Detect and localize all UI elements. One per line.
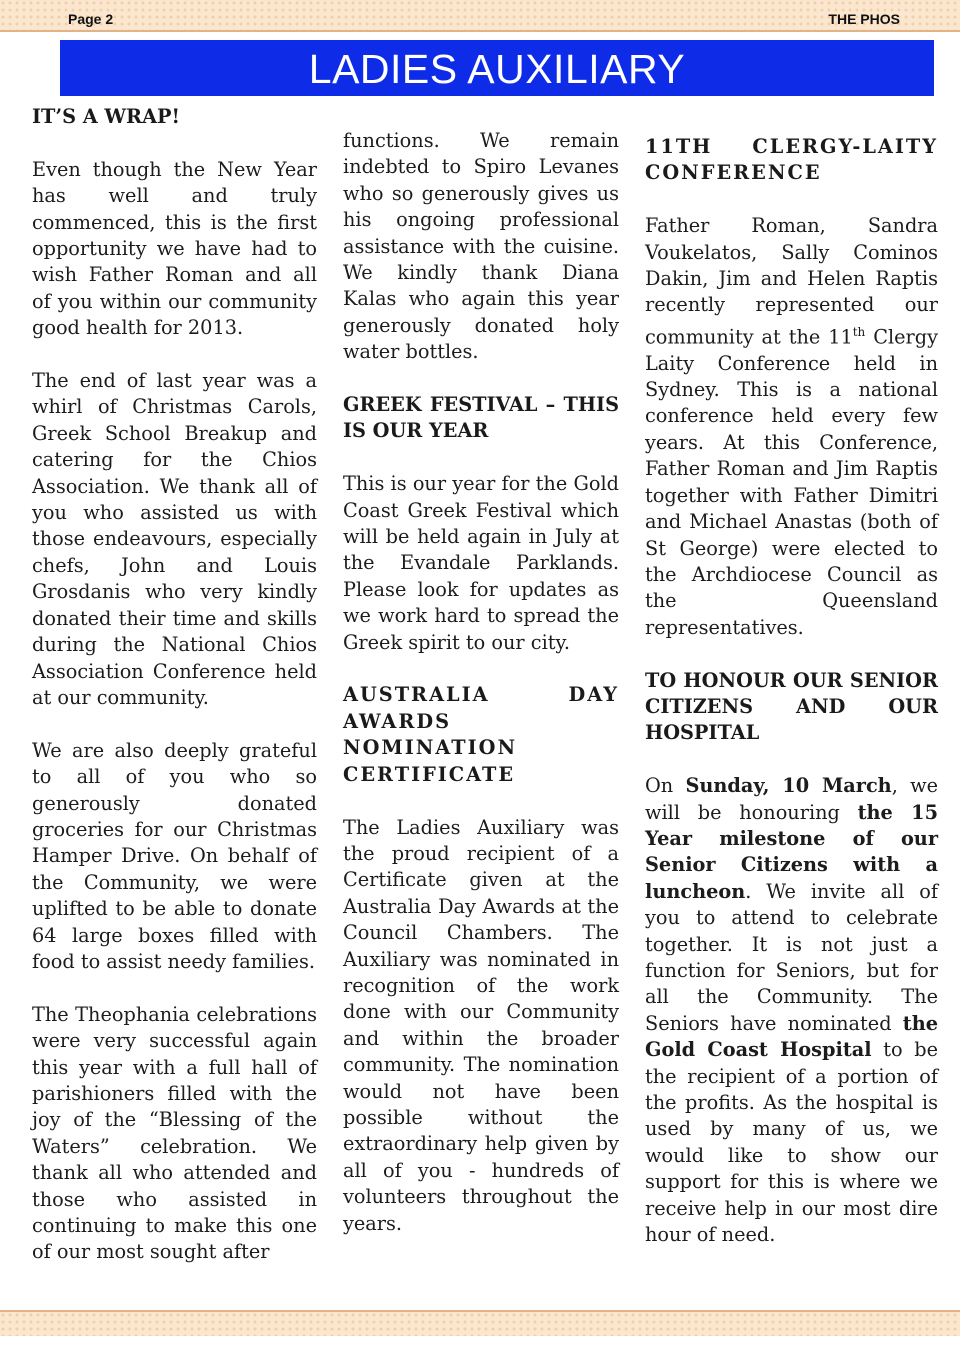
text-run: to be the recipient of a portion of the profits. As the hospital is used by many of us, we would like to show our support for this is where we receive help in our most dire hour of need.: [645, 1038, 939, 1247]
paragraph: [645, 213, 938, 641]
header-band: [0, 0, 960, 32]
footer-band: [0, 1310, 960, 1336]
paragraph: The Ladies Auxiliary was the proud recipient of a Certificate given at the Australia Day Awards at the Council Chambers. The Auxiliary was nominated in recognition of the work done with our Community and within the broader community. The nomination would not have been possible without the extraordinary help given by all of you - hundreds of volunteers throughout the years.: [343, 815, 619, 1235]
heading-senior-citizens: TO HONOUR OUR SENIOR CITIZENS AND OUR HOSPITAL: [645, 668, 938, 745]
paragraph: We are also deeply grateful to all of you who so generously donated groceries for our Christmas Hamper Drive. On behalf of the Community, we were uplifted to be able to donate 64 large boxes filled with food to assist needy families.: [32, 738, 317, 973]
paragraph: Even though the New Year has well and truly commenced, this is the first opportunity we have had to wish Father Roman and all of you within our community good health for 2013.: [32, 157, 317, 340]
heading-greek-festival: GREEK FESTIVAL – THIS IS OUR YEAR: [343, 393, 619, 443]
page-number: Page 2: [68, 11, 114, 27]
text-run: . We invite all of you to attend to celebrate together. It is not just a function for Seniors, but for all the Community. The Seniors have nominated: [645, 879, 938, 1035]
paragraph: The Theophania celebrations were very successful again this year with a full hall of parishioners filled with the joy of the “Blessing of the Waters” celebration. We thank all who attended and those who assisted in continuing to make this one of our most sought after: [32, 1002, 317, 1264]
section-banner: [60, 40, 934, 96]
text-run: , we will be honouring: [645, 774, 938, 824]
section-title: LADIES AUXILIARY: [308, 46, 686, 92]
column-right: [645, 134, 938, 1275]
paragraph: [645, 773, 938, 1248]
text-run: On: [645, 774, 686, 798]
bold-date: Sunday, 10 March: [685, 774, 892, 798]
heading-australia-day: AUSTRALIA DAY AWARDS NOMINATION CERTIFICATE: [343, 683, 619, 786]
heading-clergy-laity: 11TH CLERGY-LAITY CONFERENCE: [645, 135, 938, 185]
column-middle: [343, 128, 619, 1263]
paragraph: The end of last year was a whirl of Christmas Carols, Greek School Breakup and catering for the Chios Association. We thank all of you who assisted us with those endeavours, especially chefs, John and Louis Grosdanis who very kindly donated their time and skills during the National Chios Association Conference held at our community.: [32, 369, 317, 709]
text-run: Father Roman, Sandra Voukelatos, Sally Cominos Dakin, Jim and Helen Raptis recently represented our community at the 11: [645, 214, 938, 349]
column-left: [32, 104, 317, 1292]
ordinal-suffix: th: [852, 324, 866, 339]
bold-hospital: the Gold Coast Hospital: [645, 1011, 938, 1062]
text-run: Clergy Laity Conference held in Sydney. This is a national conference held every few years. At this Conference, Father Roman and Jim Raptis together with Father Dimitri and Michael Anastas (both of St George) were elected to the Archdiocese Council as the Queensland representatives.: [645, 325, 938, 639]
paragraph: functions. We remain indebted to Spiro Levanes who so generously gives us his ongoing professional assistance with the cuisine. We kindly thank Diana Kalas who again this year generously donated holy water bottles.: [343, 129, 619, 364]
publication-name: THE PHOS: [828, 11, 900, 27]
heading-its-a-wrap: IT’S A WRAP!: [32, 105, 180, 128]
bold-milestone: the 15 Year milestone of our Senior Citizens with a luncheon: [645, 800, 938, 903]
paragraph: This is our year for the Gold Coast Greek Festival which will be held again in July at the Evandale Parklands. Please look for updates as we work hard to spread the Greek spirit to our city.: [343, 472, 619, 654]
